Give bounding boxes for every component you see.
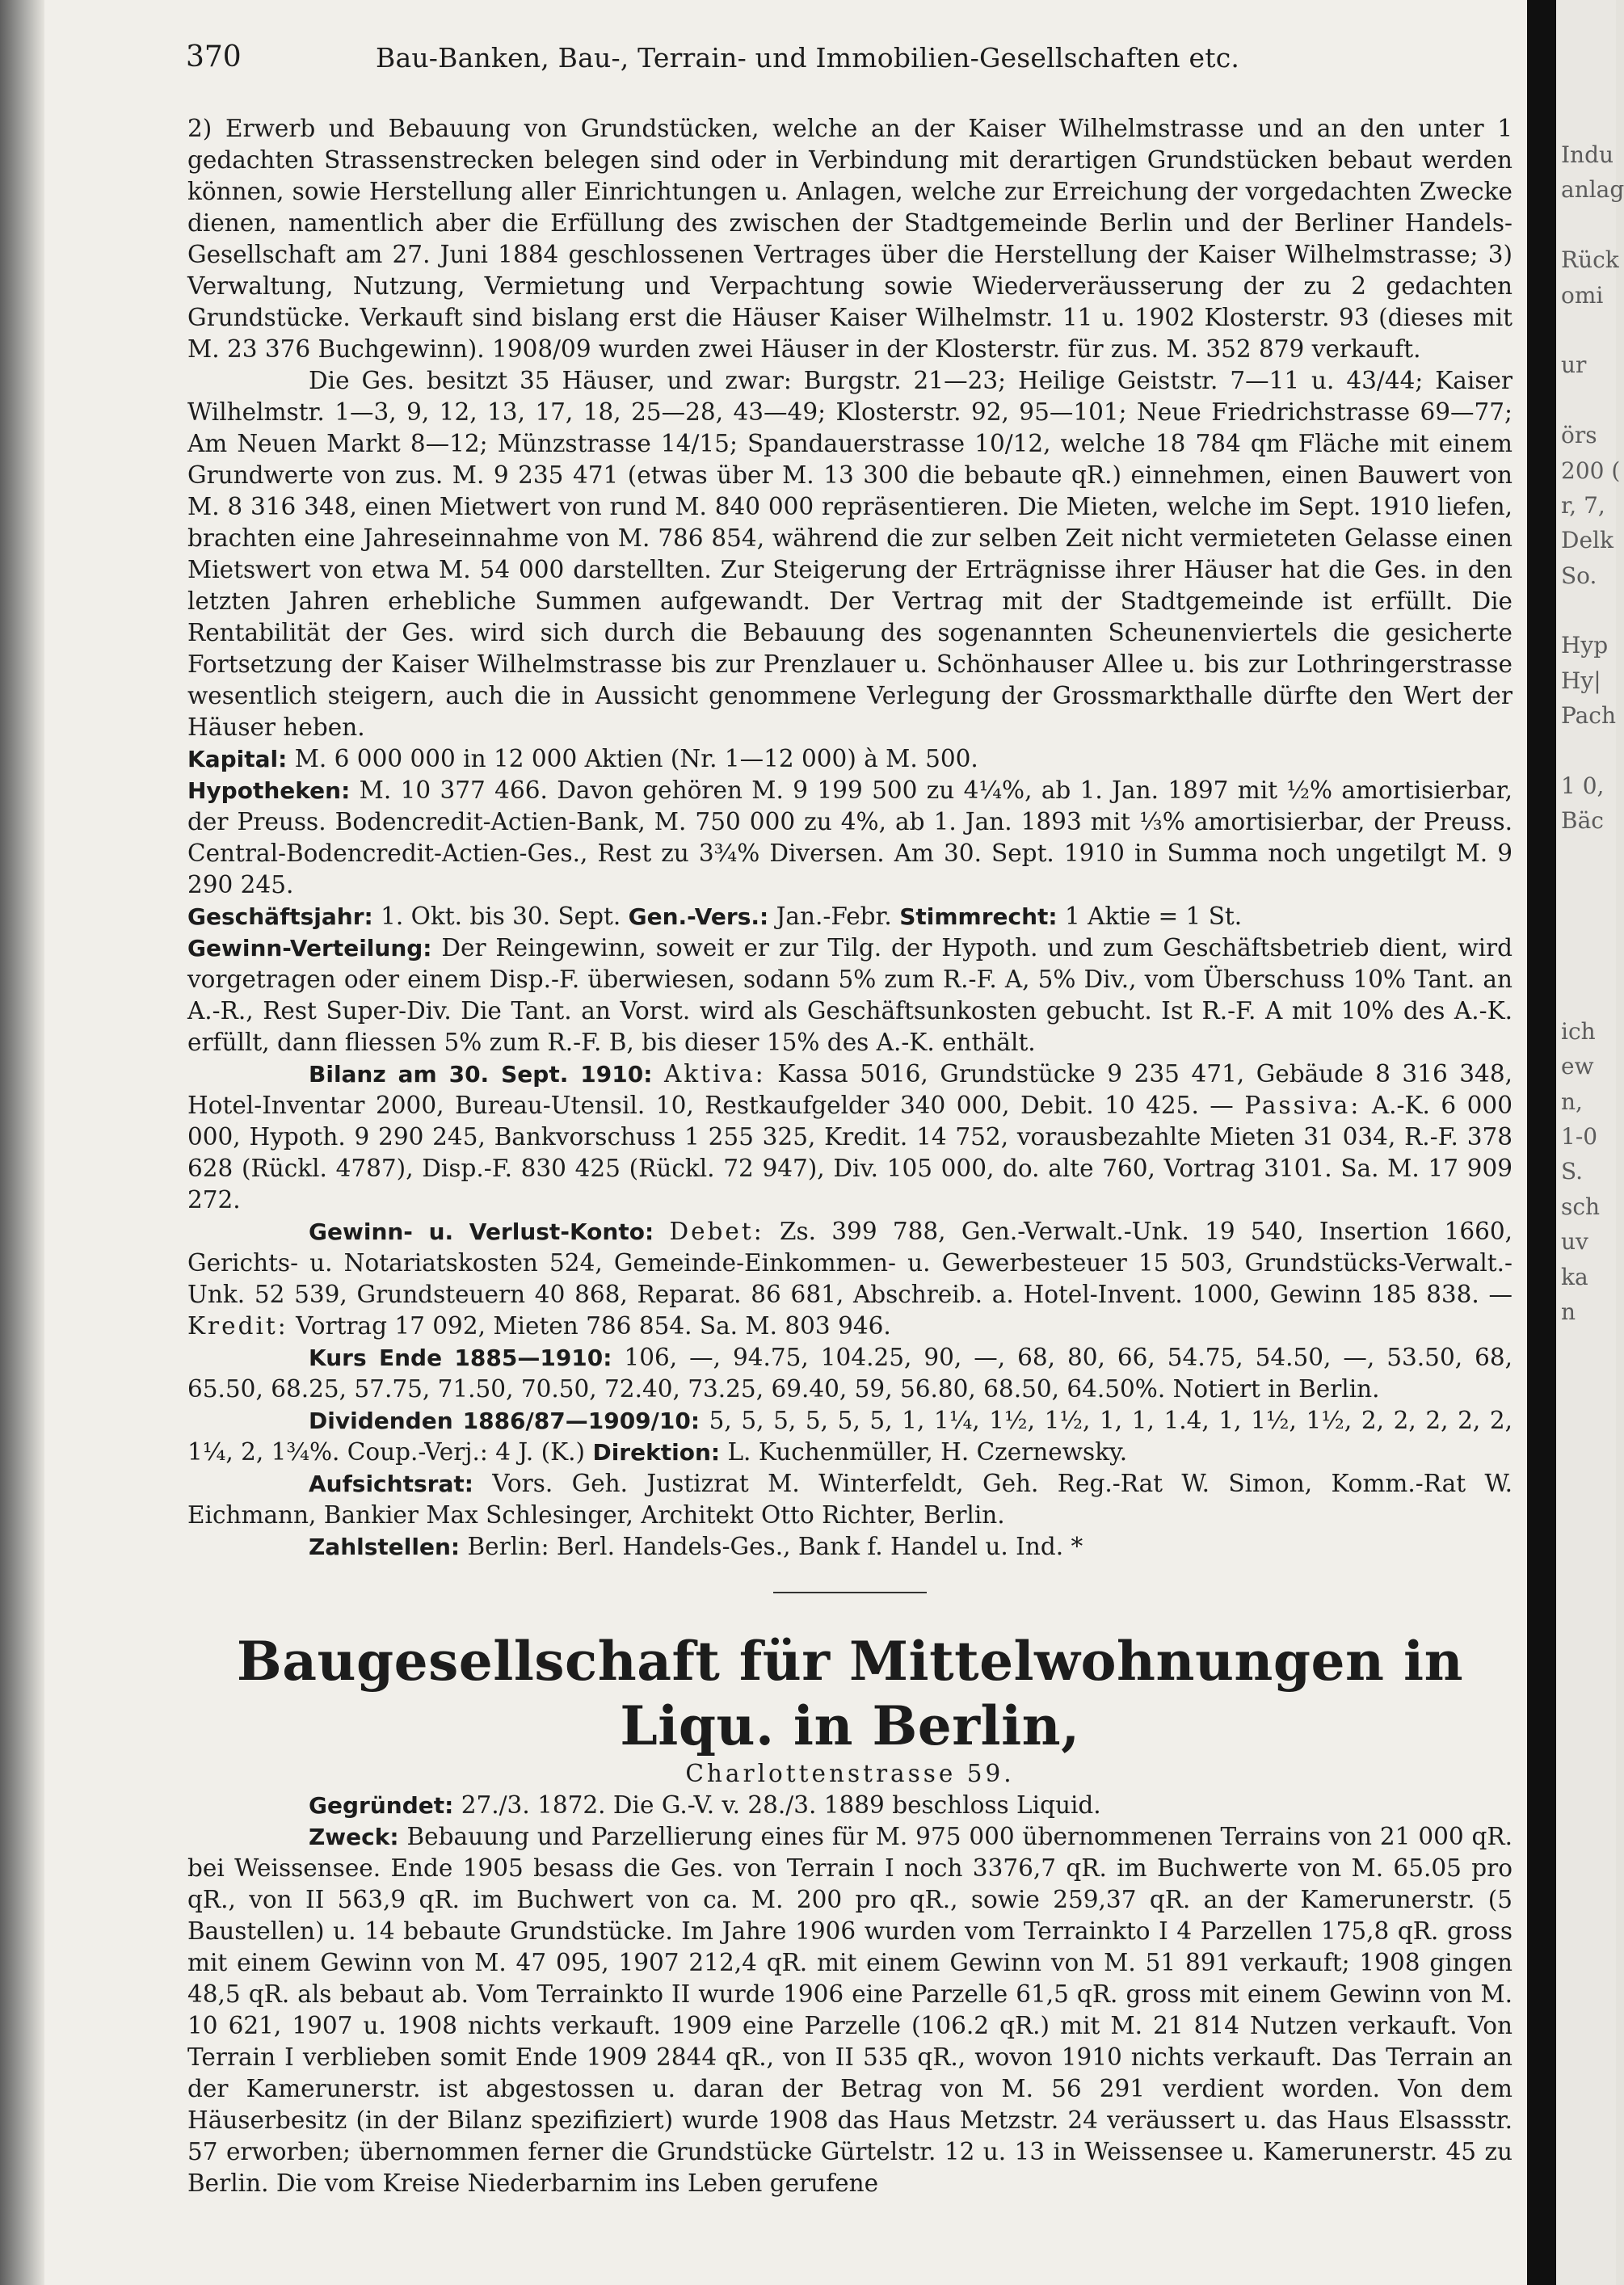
facing-page-edge	[1527, 0, 1624, 2285]
hypotheken-entry	[187, 775, 1513, 901]
aufsichtsrat-text: Vors. Geh. Justizrat M. Winterfeldt, Geh. Reg.-Rat W. Simon, Komm.-Rat W. Eichmann, Bankier Max Schlesinger, Architekt Otto Richter, Berlin.	[187, 1470, 1513, 1529]
gen-vers-text: Jan.-Febr.	[776, 903, 892, 930]
direktion-label: Direktion:	[592, 1439, 721, 1466]
facing-page-fragments: Indu anlag Rück omi ur örs 200 ( r, 7, Delk So. Hyp Hy| Pach 1 0, Bäc ich ew n, 1-0 S. sch uv ka n	[1561, 141, 1624, 1325]
kurs-text: 106, —, 94.75, 104.25, 90, —, 68, 80, 66, 54.75, 54.50, —, 53.50, 68, 65.50, 68.25, 57.75, 71.50, 70.50, 72.40, 73.25, 69.40, 59, 56.80, 68.50, 64.50%. Notiert in Berlin.	[187, 1344, 1513, 1403]
company-address: Charlottenstrasse 59.	[685, 1760, 1015, 1787]
hypotheken-label: Hypotheken:	[187, 777, 351, 804]
bilanz-passiva: A.-K. 6 000 000, Hypoth. 9 290 245, Bankvorschuss 1 255 325, Kredit. 14 752, vorausbezahlte Mieten 31 034, R.-F. 378 628 (Rückl. 4787), Disp.-F. 830 425 (Rückl. 72 947), Div. 105 000, do. alte 760, Vortrag 3101. Sa. M. 17 909 272.	[187, 1092, 1513, 1214]
book-spine-shadow	[0, 0, 44, 2285]
geschaeftsjahr-entry	[187, 901, 1513, 932]
bilanz-label: Bilanz am 30. Sept. 1910:	[309, 1061, 653, 1088]
gegruendet-text: 27./3. 1872. Die G.-V. v. 28./3. 1889 beschloss Liquid.	[461, 1791, 1101, 1819]
page-content	[187, 113, 1513, 2199]
gewinnverteilung-text: Der Reingewinn, soweit er zur Tilg. der Hypoth. und zum Geschäftsbetrieb dient, wird vorgetragen oder einem Disp.-F. überwiesen, sodann 5% zum R.-F. A, 5% Div., vom Überschuss 10% Tant. an A.-R., Rest Super-Div. Die Tant. an Vorst. wird als Geschäftsunkosten gebucht. Ist R.-F. A mit 10% des A.-K. erfüllt, dann fliessen 5% zum R.-F. B, bis dieser 15% des A.-K. enthält.	[187, 934, 1513, 1056]
geschaeftsjahr-text: 1. Okt. bis 30. Sept.	[381, 903, 621, 930]
stimmrecht-label: Stimmrecht:	[899, 903, 1058, 930]
page-edge-shadow	[1527, 0, 1556, 2285]
aufsichtsrat-label: Aufsichtsrat:	[309, 1471, 473, 1497]
debet-label: Debet:	[669, 1218, 764, 1245]
kapital-label: Kapital:	[187, 746, 288, 772]
zweck-continuation: 2) Erwerb und Bebauung von Grundstücken, welche an der Kaiser Wilhelmstrasse und an den unter 1 gedachten Strassenstrecken belegen sind oder in Verbindung mit derartigen Grundstücken bebaut werden können, sowie Herstellung aller Einrichtungen u. Anlagen, welche zur Erreichung der vorgedachten Zwecke dienen, namentlich aber die Erfüllung des zwischen der Stadtgemeinde Berlin und der Berliner Handels-Gesellschaft am 27. Juni 1884 geschlossenen Vertrages über die Herstellung der Kaiser Wilhelmstrasse; 3) Verwaltung, Nutzung, Vermietung und Verpachtung sowie Wiederveräusserung der zu 2 gedachten Grundstücke. Verkauft sind bislang erst die Häuser Kaiser Wilhelmstr. 11 u. 1902 Klosterstr. 93 (dieses mit M. 23 376 Buchgewinn). 1908/09 wurden zwei Häuser in der Klosterstr. für zus. M. 352 879 verkauft.	[187, 115, 1513, 363]
zahlstellen-entry	[187, 1531, 1513, 1563]
dividenden-entry	[187, 1405, 1513, 1468]
kapital-text: M. 6 000 000 in 12 000 Aktien (Nr. 1—12 000) à M. 500.	[294, 745, 978, 772]
zahlstellen-label: Zahlstellen:	[309, 1534, 461, 1560]
gewinnverteilung-label: Gewinn-Verteilung:	[187, 935, 432, 962]
kurs-entry	[187, 1342, 1513, 1405]
aufsichtsrat-entry	[187, 1468, 1513, 1531]
gen-vers-label: Gen.-Vers.:	[628, 903, 769, 930]
running-title: Bau-Banken, Bau-, Terrain- und Immobilien-Gesellschaften etc.	[376, 42, 1240, 74]
company-title: Baugesellschaft für Mittelwohnungen in Liqu. in Berlin,	[236, 1630, 1464, 1757]
page-header	[186, 40, 1479, 81]
geschaeftsjahr-label: Geschäftsjahr:	[187, 903, 373, 930]
kapital-entry	[187, 743, 1513, 775]
haeuser-paragraph: Die Ges. besitzt 35 Häuser, und zwar: Burgstr. 21—23; Heilige Geiststr. 7—11 u. 43/44; Kaiser Wilhelmstr. 1—3, 9, 12, 13, 17, 18, 25—28, 43—49; Klosterstr. 92, 95—101; Neue Friedrichstrasse 69—77; Am Neuen Markt 8—12; Münzstrasse 14/15; Spandauerstrasse 10/12, welche 18 784 qm Fläche mit einem Grundwerte von zus. M. 9 235 471 (etwas über M. 13 300 die bebaute qR.) einnehmen, einen Bauwert von M. 8 316 348, einen Mietwert von rund M. 840 000 repräsentieren. Die Mieten, welche im Sept. 1910 liefen, brachten eine Jahreseinnahme von M. 786 854, während die zur selben Zeit nicht vermieteten Gelasse einen Mietswert von etwa M. 54 000 darstellten. Zur Steigerung der Erträgnisse ihrer Häuser hat die Ges. in den letzten Jahren erhebliche Summen aufgewandt. Der Vertrag mit der Stadtgemeinde ist erfüllt. Die Rentabilität der Ges. wird sich durch die Bebauung des sogenannten Scheunenviertels die gesicherte Fortsetzung der Kaiser Wilhelmstrasse bis zur Prenzlauer u. Schönhauser Allee u. bis zur Lothringerstrasse wesentlich steigern, auch die in Aussicht genommene Verlegung der Grossmarkthalle dürfte den Wert der Häuser heben.	[187, 367, 1513, 741]
dividenden-label: Dividenden 1886/87—1909/10:	[309, 1408, 701, 1434]
zweck-label: Zweck:	[309, 1824, 399, 1850]
gegruendet-entry	[187, 1790, 1513, 1821]
guv-kredit: Vortrag 17 092, Mieten 786 854. Sa. M. 803 946.	[296, 1312, 891, 1340]
direktion-text: L. Kuchenmüller, H. Czernewsky.	[727, 1438, 1128, 1466]
kredit-label: Kredit:	[187, 1312, 288, 1340]
gegruendet-label: Gegründet:	[309, 1792, 454, 1819]
zahlstellen-text: Berlin: Berl. Handels-Ges., Bank f. Handel u. Ind. *	[467, 1533, 1083, 1560]
kurs-label: Kurs Ende 1885—1910:	[309, 1344, 612, 1371]
guv-entry	[187, 1216, 1513, 1342]
stimmrecht-text: 1 Aktie = 1 St.	[1065, 903, 1243, 930]
gewinnverteilung-entry	[187, 932, 1513, 1058]
aktiva-label: Aktiva:	[663, 1060, 766, 1088]
guv-label: Gewinn- u. Verlust-Konto:	[309, 1218, 654, 1245]
hypotheken-text: M. 10 377 466. Davon gehören M. 9 199 500 zu 4¼%, ab 1. Jan. 1897 mit ½% amortisierbar, der Preuss. Bodencredit-Actien-Bank, M. 750 000 zu 4%, ab 1. Jan. 1893 mit ⅓% amortisierbar, der Preuss. Central-Bodencredit-Actien-Ges., Rest zu 3¾% Diversen. Am 30. Sept. 1910 in Summa noch ungetilgt M. 9 290 245.	[187, 776, 1513, 898]
page-number: 370	[186, 40, 242, 74]
zweck-text: Bebauung und Parzellierung eines für M. 975 000 übernommenen Terrains von 21 000 qR. bei Weissensee. Ende 1905 besass die Ges. von Terrain I noch 3376,7 qR. im Buchwerte von M. 65.05 pro qR., von II 563,9 qR. im Buchwert von ca. M. 200 pro qR., sowie 259,37 qR. an der Kamerunerstr. (5 Baustellen) u. 14 bebaute Grundstücke. Im Jahre 1906 wurden vom Terrainkto I 4 Parzellen 175,8 qR. gross mit einem Gewinn von M. 47 095, 1907 212,4 qR. mit einem Gewinn von M. 51 891 verkauft; 1908 gingen 48,5 qR. als bebaut ab. Vom Terrainkto II wurde 1906 eine Parzelle 61,5 qR. gross mit einem Gewinn von M. 10 621, 1907 u. 1908 nichts verkauft. 1909 eine Parzelle (106.2 qR.) mit M. 21 814 Nutzen verkauft. Von Terrain I verblieben somit Ende 1909 2844 qR., von II 535 qR., wovon 1910 nichts verkauft. Das Terrain an der Kamerunerstr. ist abgestossen u. daran der Betrag von M. 56 291 verdient worden. Von dem Häuserbesitz (in der Bilanz spezifiziert) wurde 1908 das Haus Metzstr. 24 veräussert u. das Haus Elsassstr. 57 erworben; übernommen ferner die Grundstücke Gürtelstr. 12 u. 13 in Weissensee u. Kamerunerstr. 45 zu Berlin. Die vom Kreise Niederbarnim ins Leben gerufene	[187, 1823, 1513, 2197]
bilanz-aktiva: Kassa 5016, Grundstücke 9 235 471, Gebäude 8 316 348, Hotel-Inventar 2000, Bureau-Utensil. 10, Restkaufgelder 340 000, Debit. 10 425. —	[187, 1060, 1513, 1119]
bilanz-entry	[187, 1058, 1513, 1216]
zweck-entry	[187, 1821, 1513, 2199]
passiva-label: Passiva:	[1244, 1092, 1361, 1119]
guv-debet: Zs. 399 788, Gen.-Verwalt.-Unk. 19 540, Insertion 1660, Gerichts- u. Notariatskosten 524, Gemeinde-Einkommen- u. Gewerbesteuer 15 503, Grundstücks-Verwalt.-Unk. 52 539, Grundsteuern 40 868, Reparat. 86 681, Abschreib. a. Hotel-Invent. 1000, Gewinn 185 838. —	[187, 1218, 1513, 1308]
section-divider	[773, 1592, 927, 1593]
dividenden-text: 5, 5, 5, 5, 5, 5, 1, 1¼, 1½, 1½, 1, 1, 1.4, 1, 1½, 1½, 2, 2, 2, 2, 2, 1¼, 2, 1¾%. Coup.-Verj.: 4 J. (K.)	[187, 1407, 1513, 1466]
